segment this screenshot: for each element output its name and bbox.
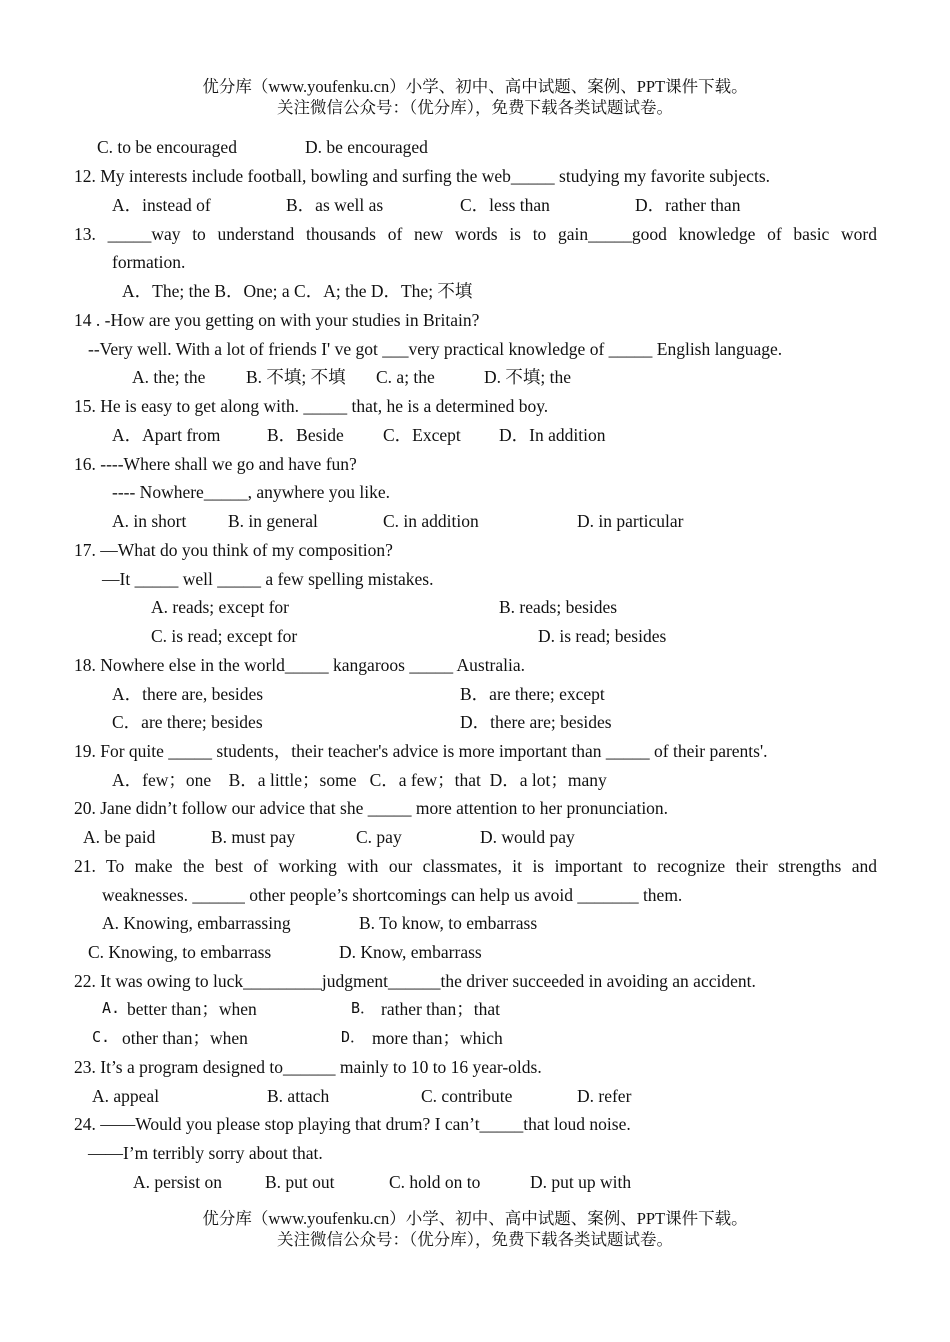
q17-stem-line-2: —It _____ well _____ a few spelling mistakes. [102, 569, 434, 589]
q21-option-b: B. To know, to embarrass [359, 913, 538, 933]
header-line-2: 关注微信公众号：（优分库），免费下载各类试题试卷。 [277, 98, 673, 117]
q23-option-b: B. attach [267, 1086, 330, 1106]
header-line-1: 优分库（www.youfenku.cn）小学、初中、高中试题、案例、PPT课件下载。 [202, 77, 748, 96]
q16-option-b: B. in general [228, 511, 318, 531]
q17-option-b: B. reads; besides [499, 597, 618, 617]
q20-option-a: A. be paid [83, 827, 156, 847]
q18-stem: 18. Nowhere else in the world_____ kangaroos _____ Australia. [74, 655, 526, 675]
q24-option-c: C. hold on to [389, 1172, 481, 1192]
q12-option-c: C．less than [460, 195, 550, 215]
q24-stem-line-1: 24. ——Would you please stop playing that drum? I can’t_____that loud noise. [74, 1114, 631, 1134]
q16-option-d: D. in particular [577, 511, 684, 531]
q17-option-d: D. is read; besides [538, 626, 667, 646]
q21-option-a: A. Knowing, embarrassing [102, 913, 291, 933]
q21-stem-line-1: 21. To make the best of working with our classmates, it is important to recognize their strengths and [74, 856, 877, 876]
q19-options: A．few；one B．a little；some C．a few；that D．a lot；many [112, 770, 607, 790]
q22-option-c-letter: C. [92, 1028, 111, 1046]
q21-option-c: C. Knowing, to embarrass [88, 942, 272, 962]
q16-option-c: C. in addition [383, 511, 479, 531]
q23-stem: 23. It’s a program designed to______ mainly to 10 to 16 year-olds. [74, 1057, 542, 1077]
q18-option-a: A．there are, besides [112, 684, 264, 704]
q22-option-b-text: rather than；that [381, 999, 501, 1019]
q18-option-d: D．there are; besides [460, 712, 612, 732]
q12-option-b: B．as well as [286, 195, 384, 215]
q22-stem: 22. It was owing to luck_________judgment______the driver succeeded in avoiding an accident. [74, 971, 756, 991]
q17-stem-line-1: 17. —What do you think of my composition? [74, 540, 393, 560]
q22-option-d-text: more than；which [372, 1028, 503, 1048]
q13-stem-line-1: 13. _____way to understand thousands of new words is to gain_____good knowledge of basic word [74, 224, 877, 244]
q15-stem: 15. He is easy to get along with. _____ that, he is a determined boy. [74, 396, 549, 416]
q14-option-c: C. a; the [376, 367, 435, 387]
q18-option-b: B．are there; except [460, 684, 605, 704]
q20-option-d: D. would pay [480, 827, 575, 847]
footer-line-1: 优分库（www.youfenku.cn）小学、初中、高中试题、案例、PPT课件下载。 [202, 1209, 748, 1228]
q19-stem: 19. For quite _____ students，their teacher's advice is more important than _____ of their parents'. [74, 741, 768, 761]
q16-option-a: A. in short [112, 511, 187, 531]
q14-option-d: D. 不填; the [484, 367, 572, 387]
q20-stem: 20. Jane didn’t follow our advice that she _____ more attention to her pronunciation. [74, 798, 669, 818]
q23-option-a: A. appeal [92, 1086, 160, 1106]
q22-option-d-letter: D． [341, 1028, 366, 1046]
footer-line-2: 关注微信公众号：（优分库），免费下载各类试题试卷。 [277, 1230, 673, 1249]
q14-option-b: B. 不填; 不填 [246, 367, 346, 387]
q14-stem-line-2: --Very well. With a lot of friends I' ve got ___very practical knowledge of _____ English language. [88, 339, 783, 359]
q24-option-a: A. persist on [133, 1172, 222, 1192]
q17-option-a: A. reads; except for [151, 597, 289, 617]
q22-option-a-text: better than；when [127, 999, 257, 1019]
q12-stem: 12. My interests include football, bowling and surfing the web_____ studying my favorite subjects. [74, 166, 771, 186]
q15-option-c: C．Except [383, 425, 461, 445]
q13-options: A．The; the B．One; a C．A; the D．The; 不填 [122, 281, 473, 301]
q13-stem-line-2: formation. [112, 252, 186, 272]
q15-option-d: D．In addition [499, 425, 606, 445]
q22-option-a-letter: A. [102, 999, 121, 1017]
q14-option-a: A. the; the [132, 367, 206, 387]
q11-option-d: D. be encouraged [305, 137, 428, 157]
q16-stem-line-2: ---- Nowhere_____, anywhere you like. [112, 482, 390, 502]
q16-stem-line-1: 16. ----Where shall we go and have fun? [74, 454, 357, 474]
q24-option-d: D. put up with [530, 1172, 632, 1192]
q20-option-b: B. must pay [211, 827, 296, 847]
q22-option-b-letter: B． [351, 999, 376, 1017]
q17-option-c: C. is read; except for [151, 626, 298, 646]
q20-option-c: C. pay [356, 827, 402, 847]
q24-stem-line-2: ——I’m terribly sorry about that. [88, 1143, 323, 1163]
q23-option-c: C. contribute [421, 1086, 513, 1106]
q23-option-d: D. refer [577, 1086, 632, 1106]
q14-stem-line-1: 14 . -How are you getting on with your studies in Britain? [74, 310, 480, 330]
q15-option-b: B．Beside [267, 425, 344, 445]
q21-stem-line-2: weaknesses. ______ other people’s shortcomings can help us avoid _______ them. [102, 885, 683, 905]
q18-option-c: C．are there; besides [112, 712, 263, 732]
q21-option-d: D. Know, embarrass [339, 942, 482, 962]
q12-option-a: A．instead of [112, 195, 211, 215]
q11-option-c: C. to be encouraged [97, 137, 237, 157]
q15-option-a: A．Apart from [112, 425, 221, 445]
q22-option-c-text: other than；when [122, 1028, 248, 1048]
q24-option-b: B. put out [265, 1172, 335, 1192]
q12-option-d: D．rather than [635, 195, 741, 215]
